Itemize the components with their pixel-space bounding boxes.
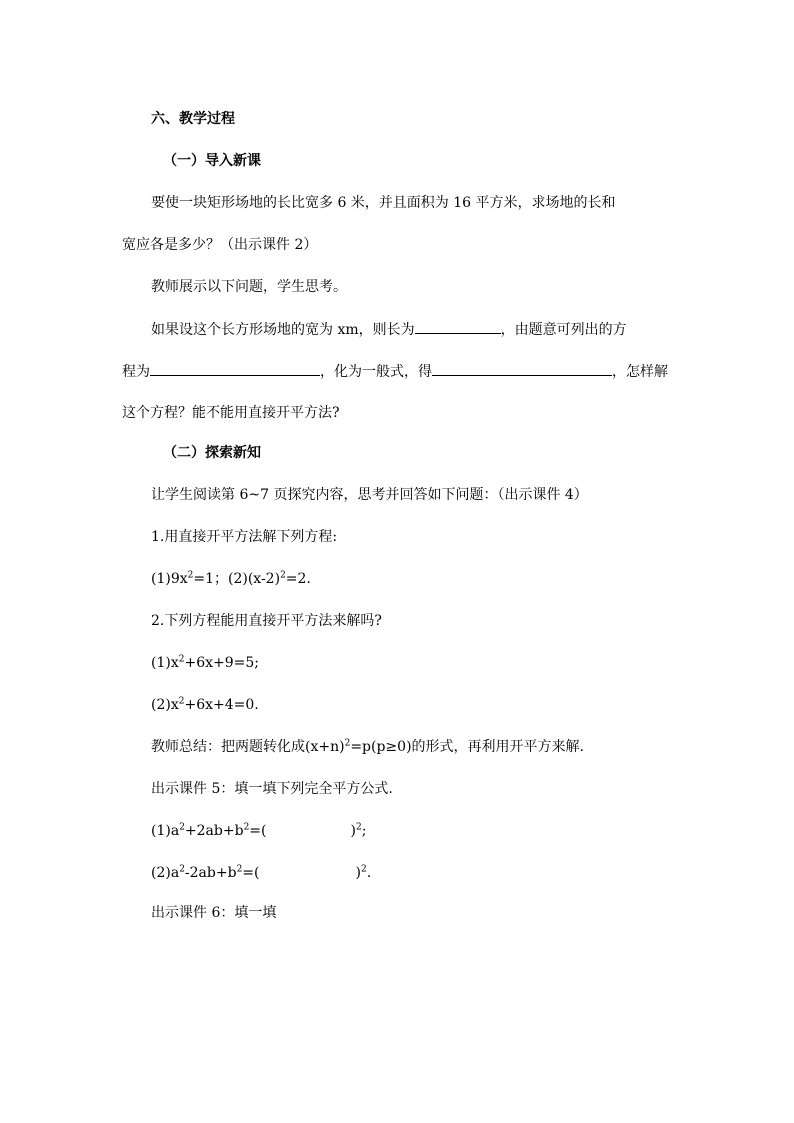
question-text-b: ，由题意可列出的方 bbox=[500, 322, 627, 338]
eq2-part-a: (1)x bbox=[151, 655, 179, 671]
answer-blank-length bbox=[415, 319, 501, 334]
exponent: 2 bbox=[178, 654, 185, 665]
f2-part-a: (2)a bbox=[151, 865, 180, 881]
question-text-c: 程为 bbox=[122, 364, 150, 380]
question-2: 2.下列方程能用直接开平方法来解吗? bbox=[151, 613, 382, 629]
f1-part-c: =( bbox=[249, 823, 267, 839]
answer-blank-general-form bbox=[432, 361, 612, 376]
question-line-3: 这个方程？能不能用直接开平方法? bbox=[122, 405, 340, 421]
formula-1 bbox=[151, 821, 366, 841]
f1-part-b: +2ab+b bbox=[184, 823, 244, 839]
f1-part-d: ) bbox=[350, 823, 356, 839]
summary-part-a: 教师总结：把两题转化成(x+n) bbox=[151, 739, 345, 755]
f2-part-c: =( bbox=[242, 865, 260, 881]
equation-2-1 bbox=[151, 653, 259, 673]
question-text-a: 如果设这个长方形场地的宽为 xm，则长为 bbox=[151, 322, 415, 338]
explore-intro: 让学生阅读第 6~7 页探究内容，思考并回答如下问题：（出示课件 4） bbox=[151, 487, 588, 503]
eq1-part-c: =2. bbox=[285, 571, 311, 587]
equation-2-2 bbox=[151, 695, 259, 715]
part1-heading: （一）导入新课 bbox=[163, 153, 261, 169]
f2-part-d: ) bbox=[355, 865, 361, 881]
question-line-2 bbox=[122, 361, 668, 382]
question-text-e: ，怎样解 bbox=[612, 364, 668, 380]
slide-5-text: 出示课件 5：填一填下列完全平方公式. bbox=[151, 781, 393, 797]
exponent: 2 bbox=[355, 822, 362, 833]
f2-part-b: -2ab+b bbox=[184, 865, 237, 881]
problem-line-2: 宽应各是多少？（出示课件 2） bbox=[122, 237, 318, 253]
f2-part-e: . bbox=[366, 865, 372, 881]
equations-1 bbox=[151, 569, 311, 589]
exponent: 2 bbox=[243, 822, 250, 833]
answer-blank-equation bbox=[150, 361, 320, 376]
exponent: 2 bbox=[187, 570, 194, 581]
slide-6-text: 出示课件 6：填一填 bbox=[151, 905, 277, 921]
part2-heading: （二）探索新知 bbox=[163, 445, 261, 461]
exponent: 2 bbox=[179, 864, 185, 875]
eq3-part-b: +6x+4=0. bbox=[184, 697, 259, 713]
question-text-d: ，化为一般式，得 bbox=[320, 364, 432, 380]
problem-line-1: 要使一块矩形场地的长比宽多 6 米，并且面积为 16 平方米，求场地的长和 bbox=[151, 195, 616, 211]
eq1-part-a: (1)9x bbox=[151, 571, 188, 587]
teacher-summary bbox=[151, 737, 584, 757]
section-title: 六、教学过程 bbox=[151, 111, 235, 127]
teacher-show-text: 教师展示以下问题，学生思考。 bbox=[151, 279, 347, 295]
eq3-part-a: (2)x bbox=[151, 697, 179, 713]
question-1: 1.用直接开平方法解下列方程: bbox=[151, 529, 338, 545]
exponent: 2 bbox=[179, 822, 185, 833]
summary-part-b: =p(p≥0)的形式，再利用开平方来解. bbox=[350, 739, 584, 755]
exponent: 2 bbox=[344, 738, 351, 749]
exponent: 2 bbox=[360, 864, 367, 875]
exponent: 2 bbox=[236, 864, 243, 875]
exponent: 2 bbox=[280, 570, 286, 581]
eq2-part-b: +6x+9=5; bbox=[184, 655, 259, 671]
formula-2 bbox=[151, 863, 371, 883]
f1-part-e: ; bbox=[361, 823, 367, 839]
f1-part-a: (1)a bbox=[151, 823, 180, 839]
question-line-1 bbox=[151, 319, 627, 340]
eq1-part-b: =1；(2)(x-2) bbox=[193, 571, 281, 587]
exponent: 2 bbox=[178, 696, 185, 707]
